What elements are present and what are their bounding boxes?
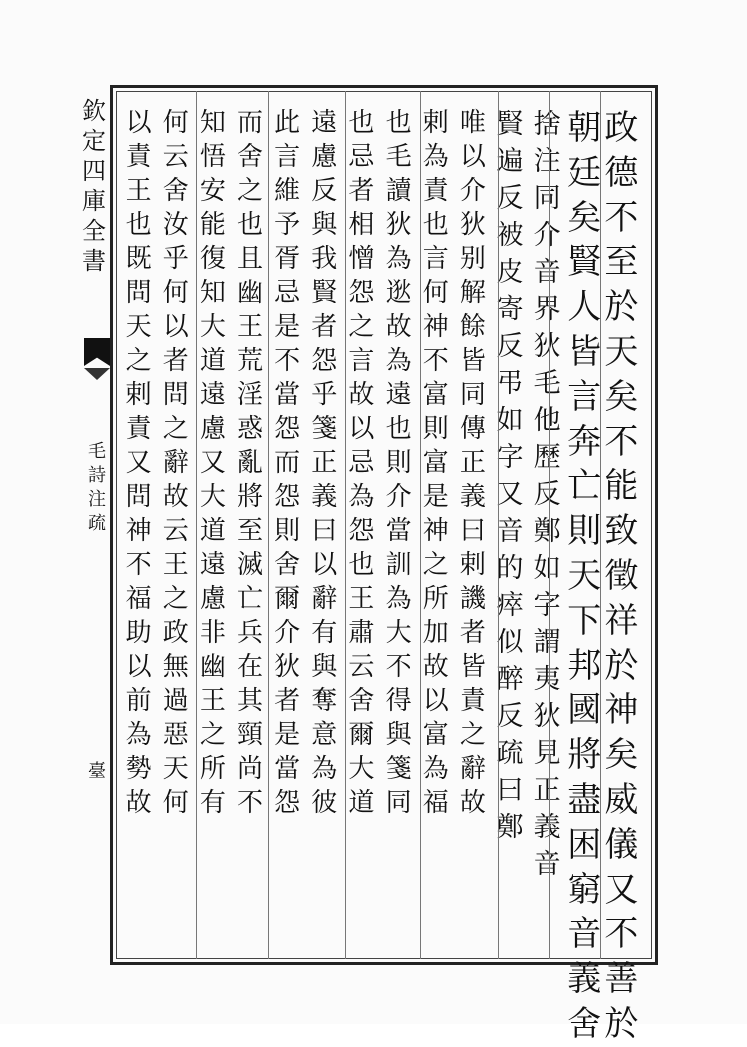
column-rule xyxy=(268,91,269,959)
text-column-12: 知悟安能復知大道遠慮又大道遠慮非幽王之所有 xyxy=(199,108,226,818)
text-column-4: 賢遍反被皮寄反弔如字又音的瘁似醉反疏曰鄭 xyxy=(496,109,524,843)
column-rule xyxy=(600,91,601,959)
text-column-1: 政德不至於天矣不能致徵祥於神矣威儀又不善於 xyxy=(604,108,639,1044)
text-column-14: 以責王也既問天之剌責又問神不福助以前為勢故 xyxy=(125,108,152,818)
column-rule xyxy=(420,91,421,959)
margin-book-name: 毛詩注疏 xyxy=(88,441,106,534)
fishtail-lower-mark-icon xyxy=(84,368,110,380)
text-column-2: 朝廷矣賢人皆言奔亡則天下邦國將盡困窮音義舍 xyxy=(567,108,602,1044)
margin-page-number: 臺 xyxy=(88,761,106,782)
text-column-6: 剌為責也言何神不富則富是神之所加故以富為福 xyxy=(422,108,449,818)
text-column-7: 也毛讀狄為逖故為遠也則介當訓為大不得與箋同 xyxy=(385,108,412,818)
column-rule xyxy=(345,91,346,959)
text-column-3: 捨注同介音界狄毛他歷反鄭如字謂夷狄見正義音 xyxy=(533,109,561,880)
column-rule xyxy=(196,91,197,959)
text-column-10: 此言維予胥忌是不當怨而怨則舍爾介狄者是當怨 xyxy=(274,108,301,818)
fishtail-mark-icon xyxy=(84,338,110,366)
text-column-8: 也忌者相憎怨之言故以忌為怨也王肅云舍爾大道 xyxy=(348,108,375,818)
text-column-9: 遠慮反與我賢者怨乎箋正義曰以辭有與奪意為彼 xyxy=(311,108,338,818)
margin-series-title: 欽定四庫全書 xyxy=(82,97,106,275)
text-column-11: 而舍之也且幽王荒淫惑亂將至滅亡兵在其頸尚不 xyxy=(236,108,263,818)
column-rule xyxy=(498,91,499,959)
text-column-13: 何云舍汝乎何以者問之辭故云王之政無過惡天何 xyxy=(162,108,189,818)
text-column-5: 唯以介狄别解餘皆同傳正義曰剌譏者皆責之辭故 xyxy=(459,108,486,818)
column-rule xyxy=(549,91,550,959)
